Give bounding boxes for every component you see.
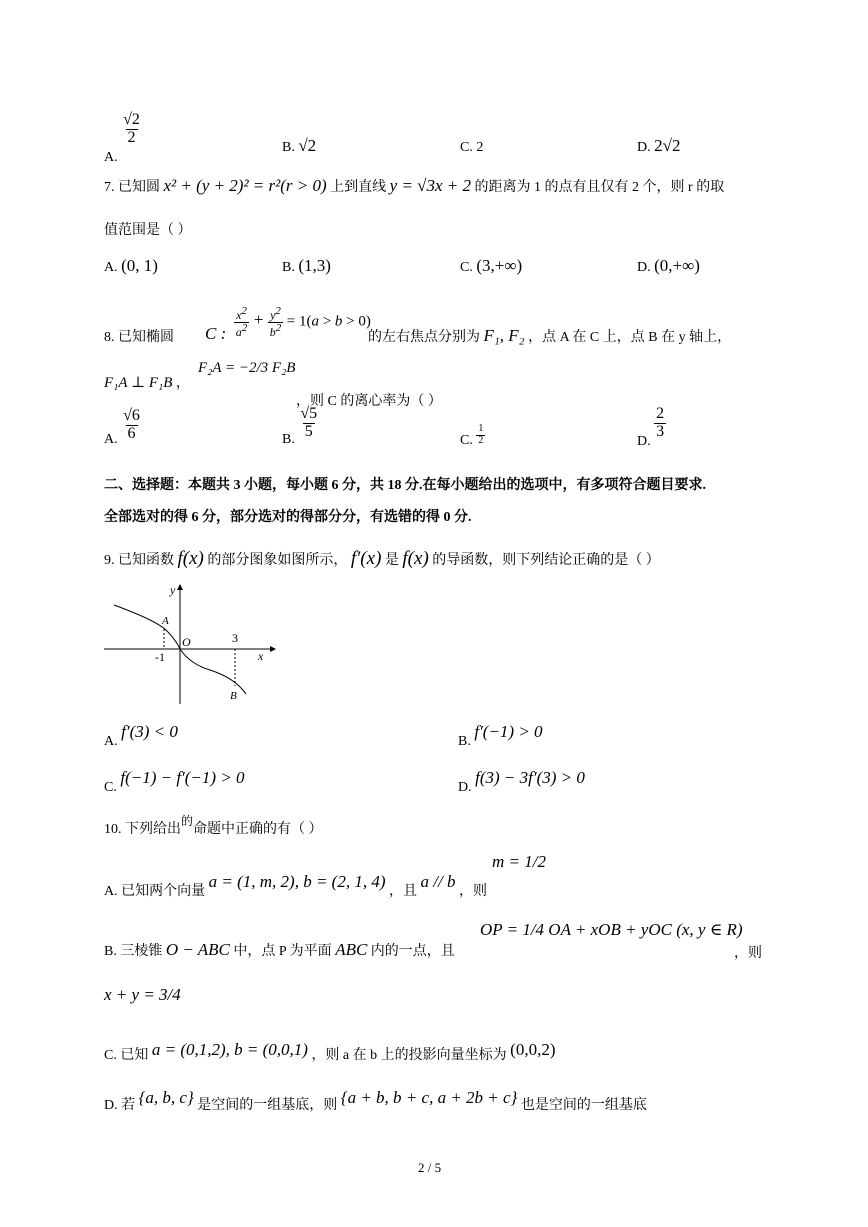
q9-fpx: f′(x) [350, 548, 382, 569]
q6-option-c [460, 140, 483, 156]
q9-option-a [104, 722, 178, 749]
q8-cond1: F₁A ⊥ F₁B [104, 375, 173, 391]
q8-a-label: A. [104, 431, 118, 447]
q10-d-text: D. 若 [104, 1098, 136, 1113]
q6-a-num: √2 [123, 111, 140, 128]
q10-c-text: C. 已知 [104, 1048, 149, 1063]
graph-y-label: y [170, 583, 176, 597]
q8-rest: ，点 A 在 C 上，点 B 在 y 轴上， [528, 330, 732, 345]
q9-stem [104, 548, 660, 570]
q9-a-value: f′(3) < 0 [121, 722, 178, 741]
q8-condition-1: F₁A ⊥ F₁B ， [104, 375, 190, 391]
q10-b-plane: ABC [335, 940, 368, 959]
q8-ellipse-equation: C : $\frac{x^2}{a^2}$ + $\frac{y^2}{b^2}$ = 1(a > b > 0) [205, 305, 371, 344]
q9-option-d [458, 768, 585, 795]
q10-b-equation [480, 920, 743, 940]
q9-b-label: B. [458, 734, 471, 749]
q6-option-a [104, 111, 142, 165]
q10-b-then: ，则 [734, 946, 762, 961]
q7-c-value: (3,+∞) [476, 256, 523, 275]
q10-suffix: 命题中正确的有（ ） [193, 822, 323, 837]
q10-stem [104, 814, 323, 838]
q10-c-mid: ，则 a 在 b 上的投影向量坐标为 [311, 1048, 507, 1063]
page-number: 2 / 5 [418, 1160, 442, 1175]
q9-c-label: C. [104, 780, 117, 795]
q6-b-label: B. [282, 140, 295, 155]
q6-option-b [282, 136, 316, 156]
q9-function-graph [100, 580, 280, 705]
q7-line2: 值范围是（ ） [104, 223, 192, 238]
q8-condition-2 [198, 360, 295, 377]
q10-option-c [104, 1040, 556, 1063]
q8-mid: 的左右焦点分别为 [368, 330, 480, 345]
q6-b-value: √2 [298, 136, 317, 155]
q7-a-label: A. [104, 260, 118, 275]
q10-option-d [104, 1088, 647, 1113]
q7-b-value: (1,3) [298, 256, 331, 275]
q7-d-value: (0,+∞) [654, 256, 700, 275]
section2-heading-line1: 二、选择题：本题共 3 小题，每小题 6 分，共 18 分.在每小题给出的选项中，有多项符合题目要求. [104, 478, 706, 493]
q8-d-label: D. [637, 433, 651, 449]
q7-b-label: B. [282, 260, 295, 275]
q8-b-num: √5 [300, 405, 318, 422]
q7-option-d [637, 256, 700, 276]
q8-d-num: 2 [656, 405, 665, 422]
q6-option-d [637, 136, 680, 156]
q8-stem [104, 326, 174, 346]
graph-origin-label: O [182, 635, 191, 649]
q9-option-c [104, 768, 245, 795]
q8-b-label: B. [282, 431, 295, 447]
q6-d-value: 2√2 [654, 136, 681, 155]
q8-a-den: 6 [127, 424, 136, 442]
q6-a-den: 2 [127, 128, 136, 146]
q10-prefix: 10. 下列给出 [104, 822, 181, 837]
q6-a-label: A. [104, 149, 118, 165]
x-axis-arrow-icon [270, 646, 276, 652]
q6-a-fraction [121, 112, 142, 147]
q10-a-vectors: a = (1, m, 2), b = (2, 1, 4) [208, 872, 386, 891]
q7-prefix: 7. 已知圆 [104, 180, 160, 195]
q8-c-num: 1 [478, 423, 484, 434]
q10-a-m: m = 1/2 [492, 852, 546, 871]
q9-c-value: f(−1) − f′(−1) > 0 [120, 768, 245, 787]
q10-a-text: A. 已知两个向量 [104, 884, 206, 899]
q6-c-value: 2 [476, 140, 484, 155]
q8-cond2: F₂A = −2/3 F₂B [198, 360, 296, 376]
q10-b-eq: OP = 1/4 OA + xOB + yOC (x, y ∈ R) [480, 920, 743, 939]
q8-prefix: 8. 已知椭圆 [104, 330, 174, 345]
q7-a-value: (0, 1) [121, 256, 158, 275]
q9-is: 是 [384, 553, 399, 568]
q10-a-parallel: a // b [420, 872, 456, 891]
q10-option-a [104, 872, 487, 899]
q9-prefix: 9. 已知函数 [104, 553, 174, 568]
q7-option-c [460, 256, 522, 276]
q10-b-mid: 中，点 P 为平面 [233, 944, 332, 959]
graph-x-label: x [258, 649, 264, 663]
q7-mid: 上到直线 [330, 180, 387, 195]
graph-three-tick: 3 [232, 631, 238, 645]
q10-d-end: 也是空间的一组基底 [520, 1098, 647, 1113]
q10-c-result: (0,0,2) [510, 1040, 556, 1059]
q8-c-den: 2 [478, 434, 484, 446]
q7-c-label: C. [460, 260, 473, 275]
q10-a-and: ，且 [389, 884, 417, 899]
q9-d-label: D. [458, 780, 472, 795]
q10-b-tetrahedron: O − ABC [165, 940, 230, 959]
q8-option-c [460, 423, 485, 449]
q10-b-result [104, 985, 181, 1005]
q10-option-b [104, 940, 455, 960]
q8-d-den: 3 [656, 422, 665, 440]
q10-a-result [492, 852, 546, 872]
section2-heading-line2: 全部选对的得 6 分，部分选对的得部分分，有选错的得 0 分. [104, 510, 472, 525]
q7-option-a [104, 256, 158, 276]
q6-d-label: D. [637, 140, 651, 155]
q10-d-set1: {a, b, c} [138, 1088, 194, 1107]
q9-a-label: A. [104, 734, 118, 749]
q6-c-label: C. [460, 140, 473, 155]
q8-stem-rest [368, 326, 731, 346]
q10-d-mid: 是空间的一组基底，则 [197, 1098, 338, 1113]
q8-line2-suffix: ，则 C 的离心率为（ ） [296, 394, 442, 409]
q8-c-label: C. [460, 433, 473, 449]
q7-stem [104, 176, 724, 196]
q10-a-then: ，则 [458, 884, 487, 899]
q9-option-b [458, 722, 543, 749]
q8-option-a [104, 407, 142, 447]
q8-foci: F₁, F₂ [483, 326, 525, 345]
q7-d-label: D. [637, 260, 651, 275]
q9-fx2: f(x) [402, 548, 429, 569]
q8-option-b [282, 405, 319, 447]
q8-a-num: √6 [123, 407, 140, 424]
q9-suffix: 的导函数，则下列结论正确的是（ ） [432, 553, 660, 568]
q10-d-set2: {a + b, b + c, a + 2b + c} [340, 1088, 518, 1107]
y-axis-arrow-icon [177, 584, 183, 590]
graph-point-a-label: A [162, 615, 169, 627]
q9-d-value: f(3) − 3f′(3) > 0 [475, 768, 585, 787]
q9-b-value: f′(−1) > 0 [474, 722, 543, 741]
q10-de: 的 [181, 814, 194, 828]
graph-point-b-label: B [230, 690, 237, 702]
q10-b-text: B. 三棱锥 [104, 944, 163, 959]
q10-c-vectors: a = (0,1,2), b = (0,0,1) [151, 1040, 308, 1059]
q7-line-equation: y = √3x + 2 [389, 176, 472, 195]
graph-neg1-tick: -1 [155, 650, 165, 664]
q8-b-den: 5 [304, 422, 313, 440]
q10-b-res: x + y = 3/4 [104, 985, 181, 1004]
q9-mid: 的部分图象如图所示， [207, 553, 348, 568]
q10-b-mid2: 内的一点，且 [370, 944, 455, 959]
q7-option-b [282, 256, 331, 276]
q7-suffix: 的距离为 1 的点有且仅有 2 个，则 r 的取 [474, 180, 725, 195]
q9-fx: f(x) [177, 548, 204, 569]
q8-option-d [637, 405, 666, 449]
q7-circle-equation: x² + (y + 2)² = r²(r > 0) [163, 176, 327, 195]
